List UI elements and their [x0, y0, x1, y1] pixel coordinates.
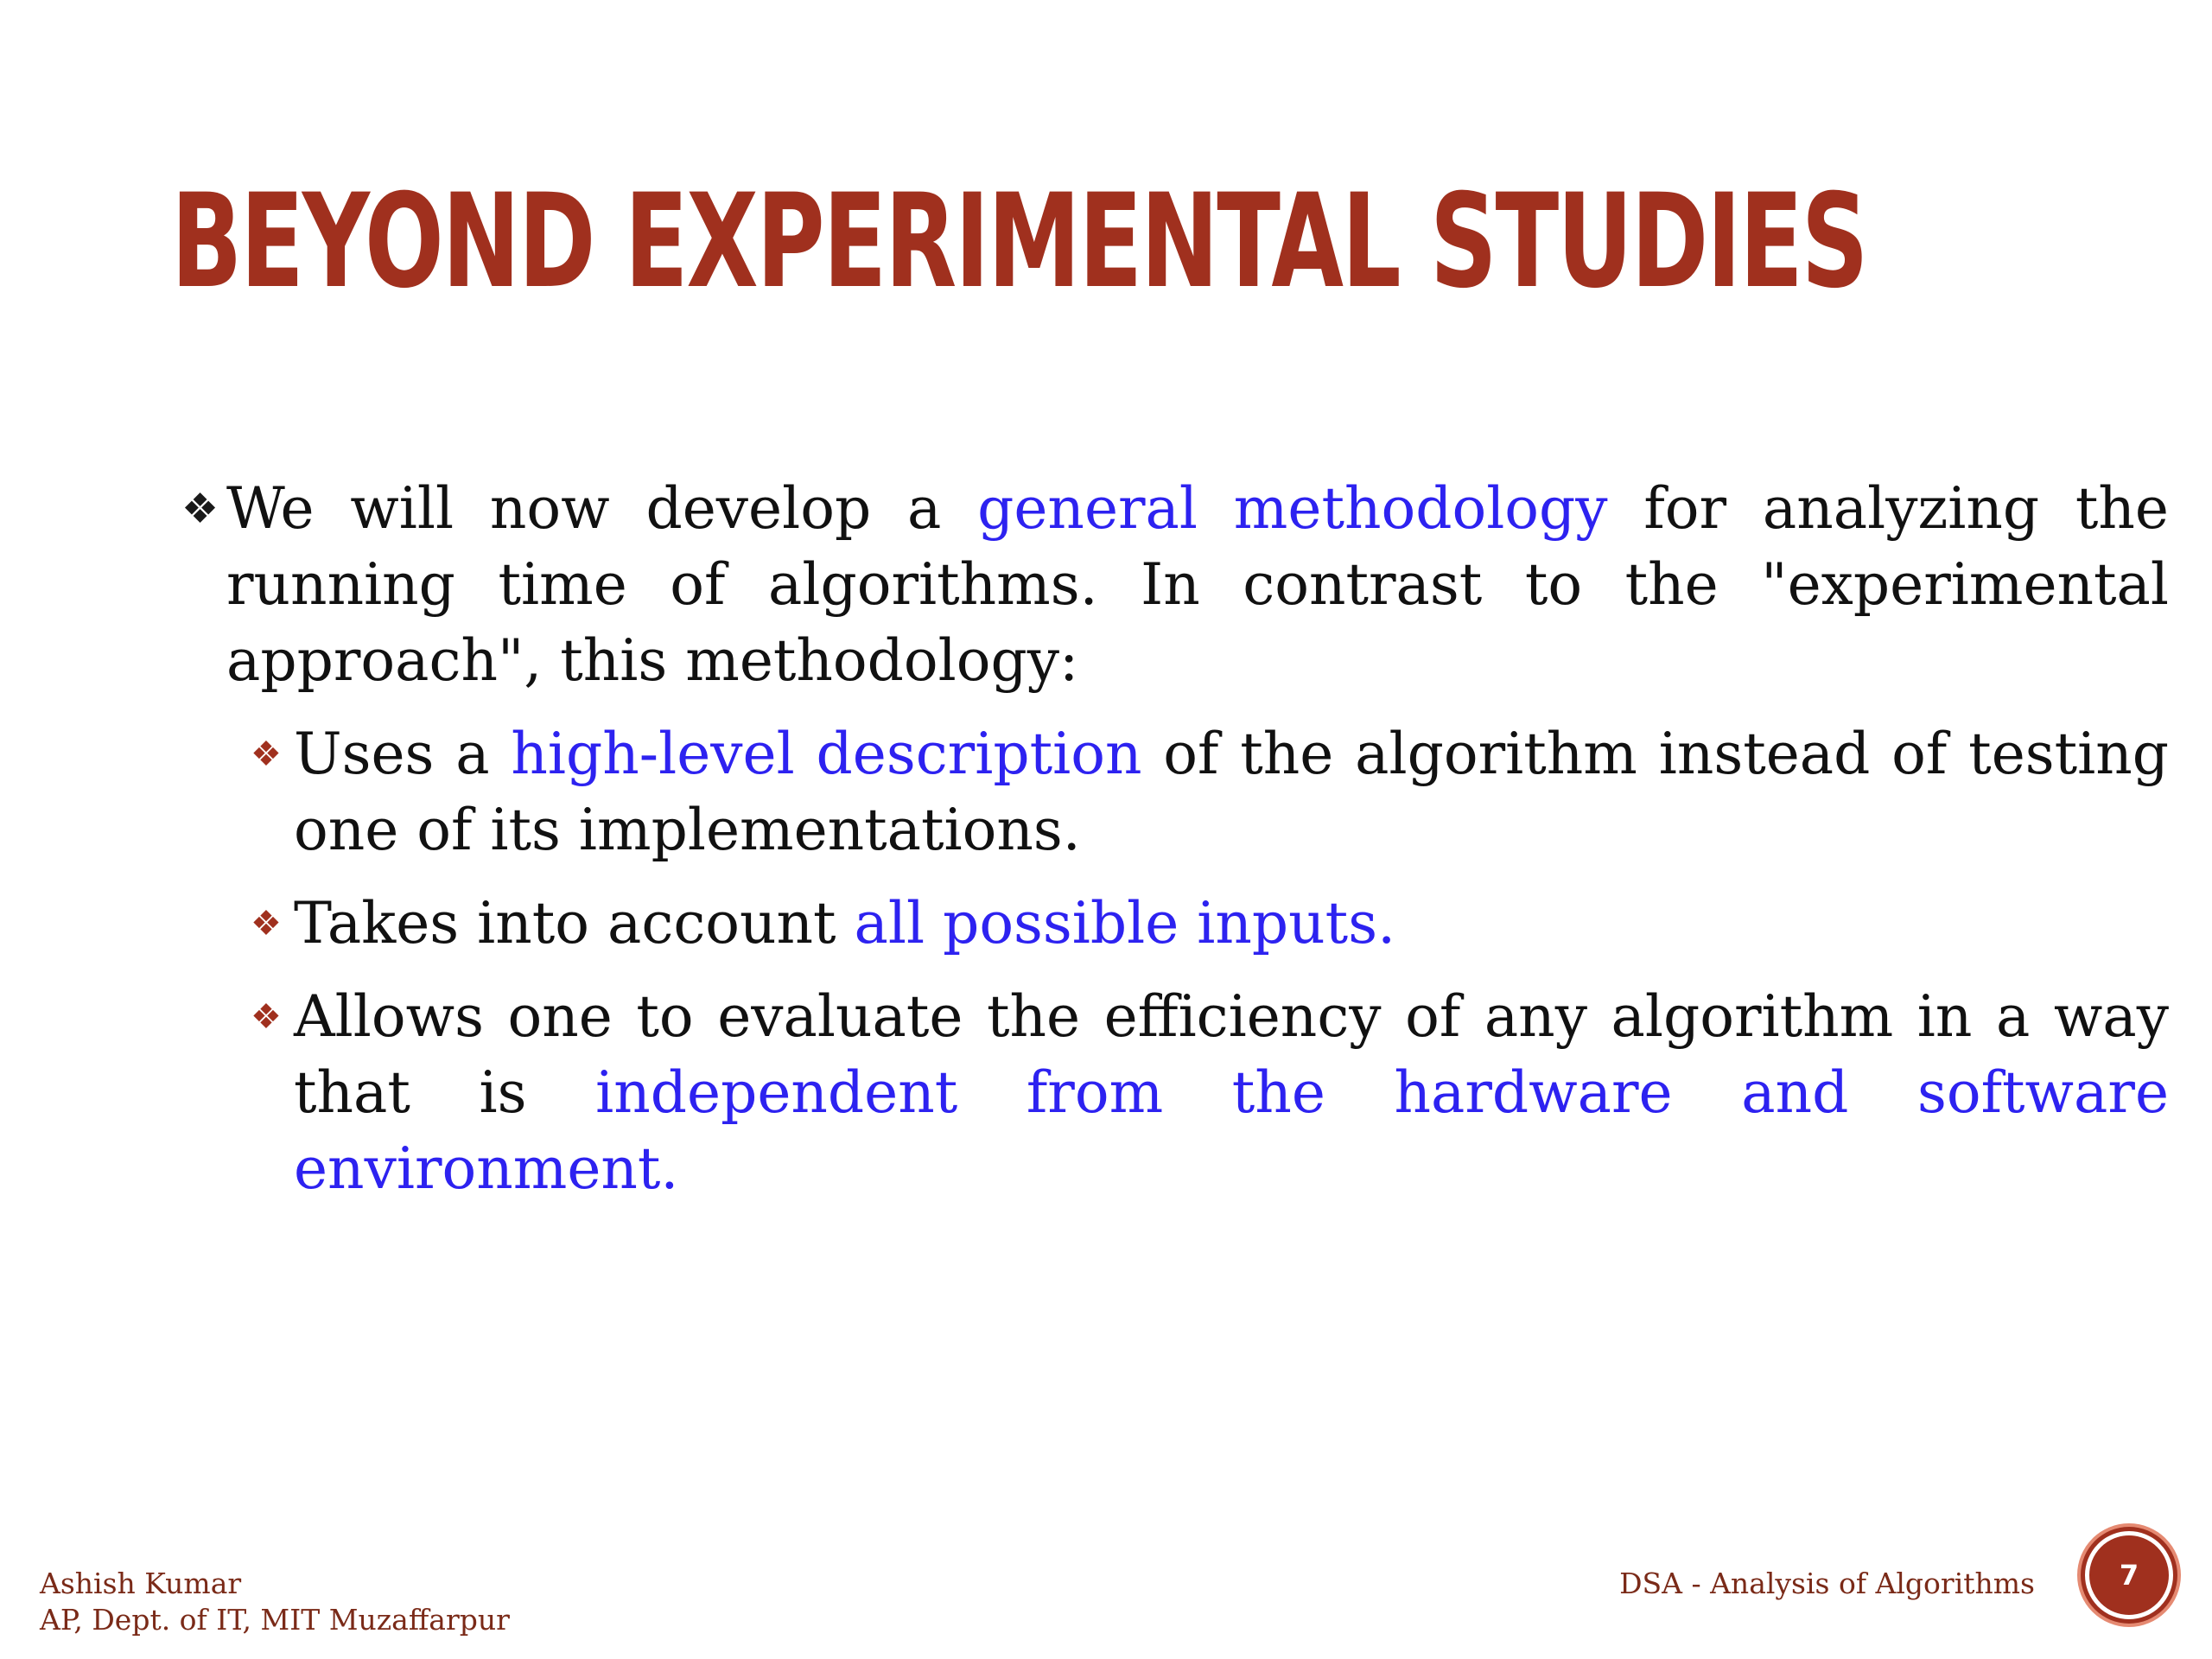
bullet-text: Allows one to evaluate the efficiency of any algorithm in a way that is: [294, 983, 2169, 1126]
bullet-item-methodology: [181, 471, 2169, 699]
page-number: 7: [2119, 1559, 2139, 1592]
bullet-text: Takes into account: [294, 890, 855, 957]
slide-title: BEYOND EXPERIMENTAL STUDIES: [171, 167, 1867, 317]
four-diamond-bullet-icon: ❖: [251, 904, 282, 944]
page-number-badge: [2085, 1531, 2173, 1619]
highlighted-text: independent from the hardware and software environment.: [294, 1059, 2169, 1202]
author-name: Ashish Kumar: [40, 1567, 242, 1600]
highlighted-text: high-level description: [511, 721, 1142, 787]
highlighted-text: general methodology: [977, 475, 1608, 542]
sub-bullet-item-all-inputs: [251, 886, 2169, 962]
footer-author: [40, 1566, 510, 1638]
bullet-text: Uses a: [294, 721, 512, 787]
four-diamond-bullet-icon: ❖: [181, 485, 219, 533]
bullet-text: for analyzing the running time of algorithms. In contrast to the "experimental approach", this methodology:: [226, 475, 2169, 694]
four-diamond-bullet-icon: ❖: [251, 734, 282, 774]
sub-bullet-item-high-level-description: [251, 716, 2169, 868]
slide-body: [181, 471, 2169, 1207]
bullet-text: We will now develop a: [226, 475, 978, 542]
sub-bullet-item-independent-environment: [251, 979, 2169, 1207]
four-diamond-bullet-icon: ❖: [251, 997, 282, 1037]
footer-course-title: DSA - Analysis of Algorithms: [1619, 1567, 2035, 1600]
author-affiliation: AP, Dept. of IT, MIT Muzaffarpur: [40, 1603, 510, 1637]
bullet-text: of the algorithm instead of testing one of its implementations.: [294, 721, 2170, 863]
highlighted-text: all possible inputs.: [854, 890, 1396, 957]
